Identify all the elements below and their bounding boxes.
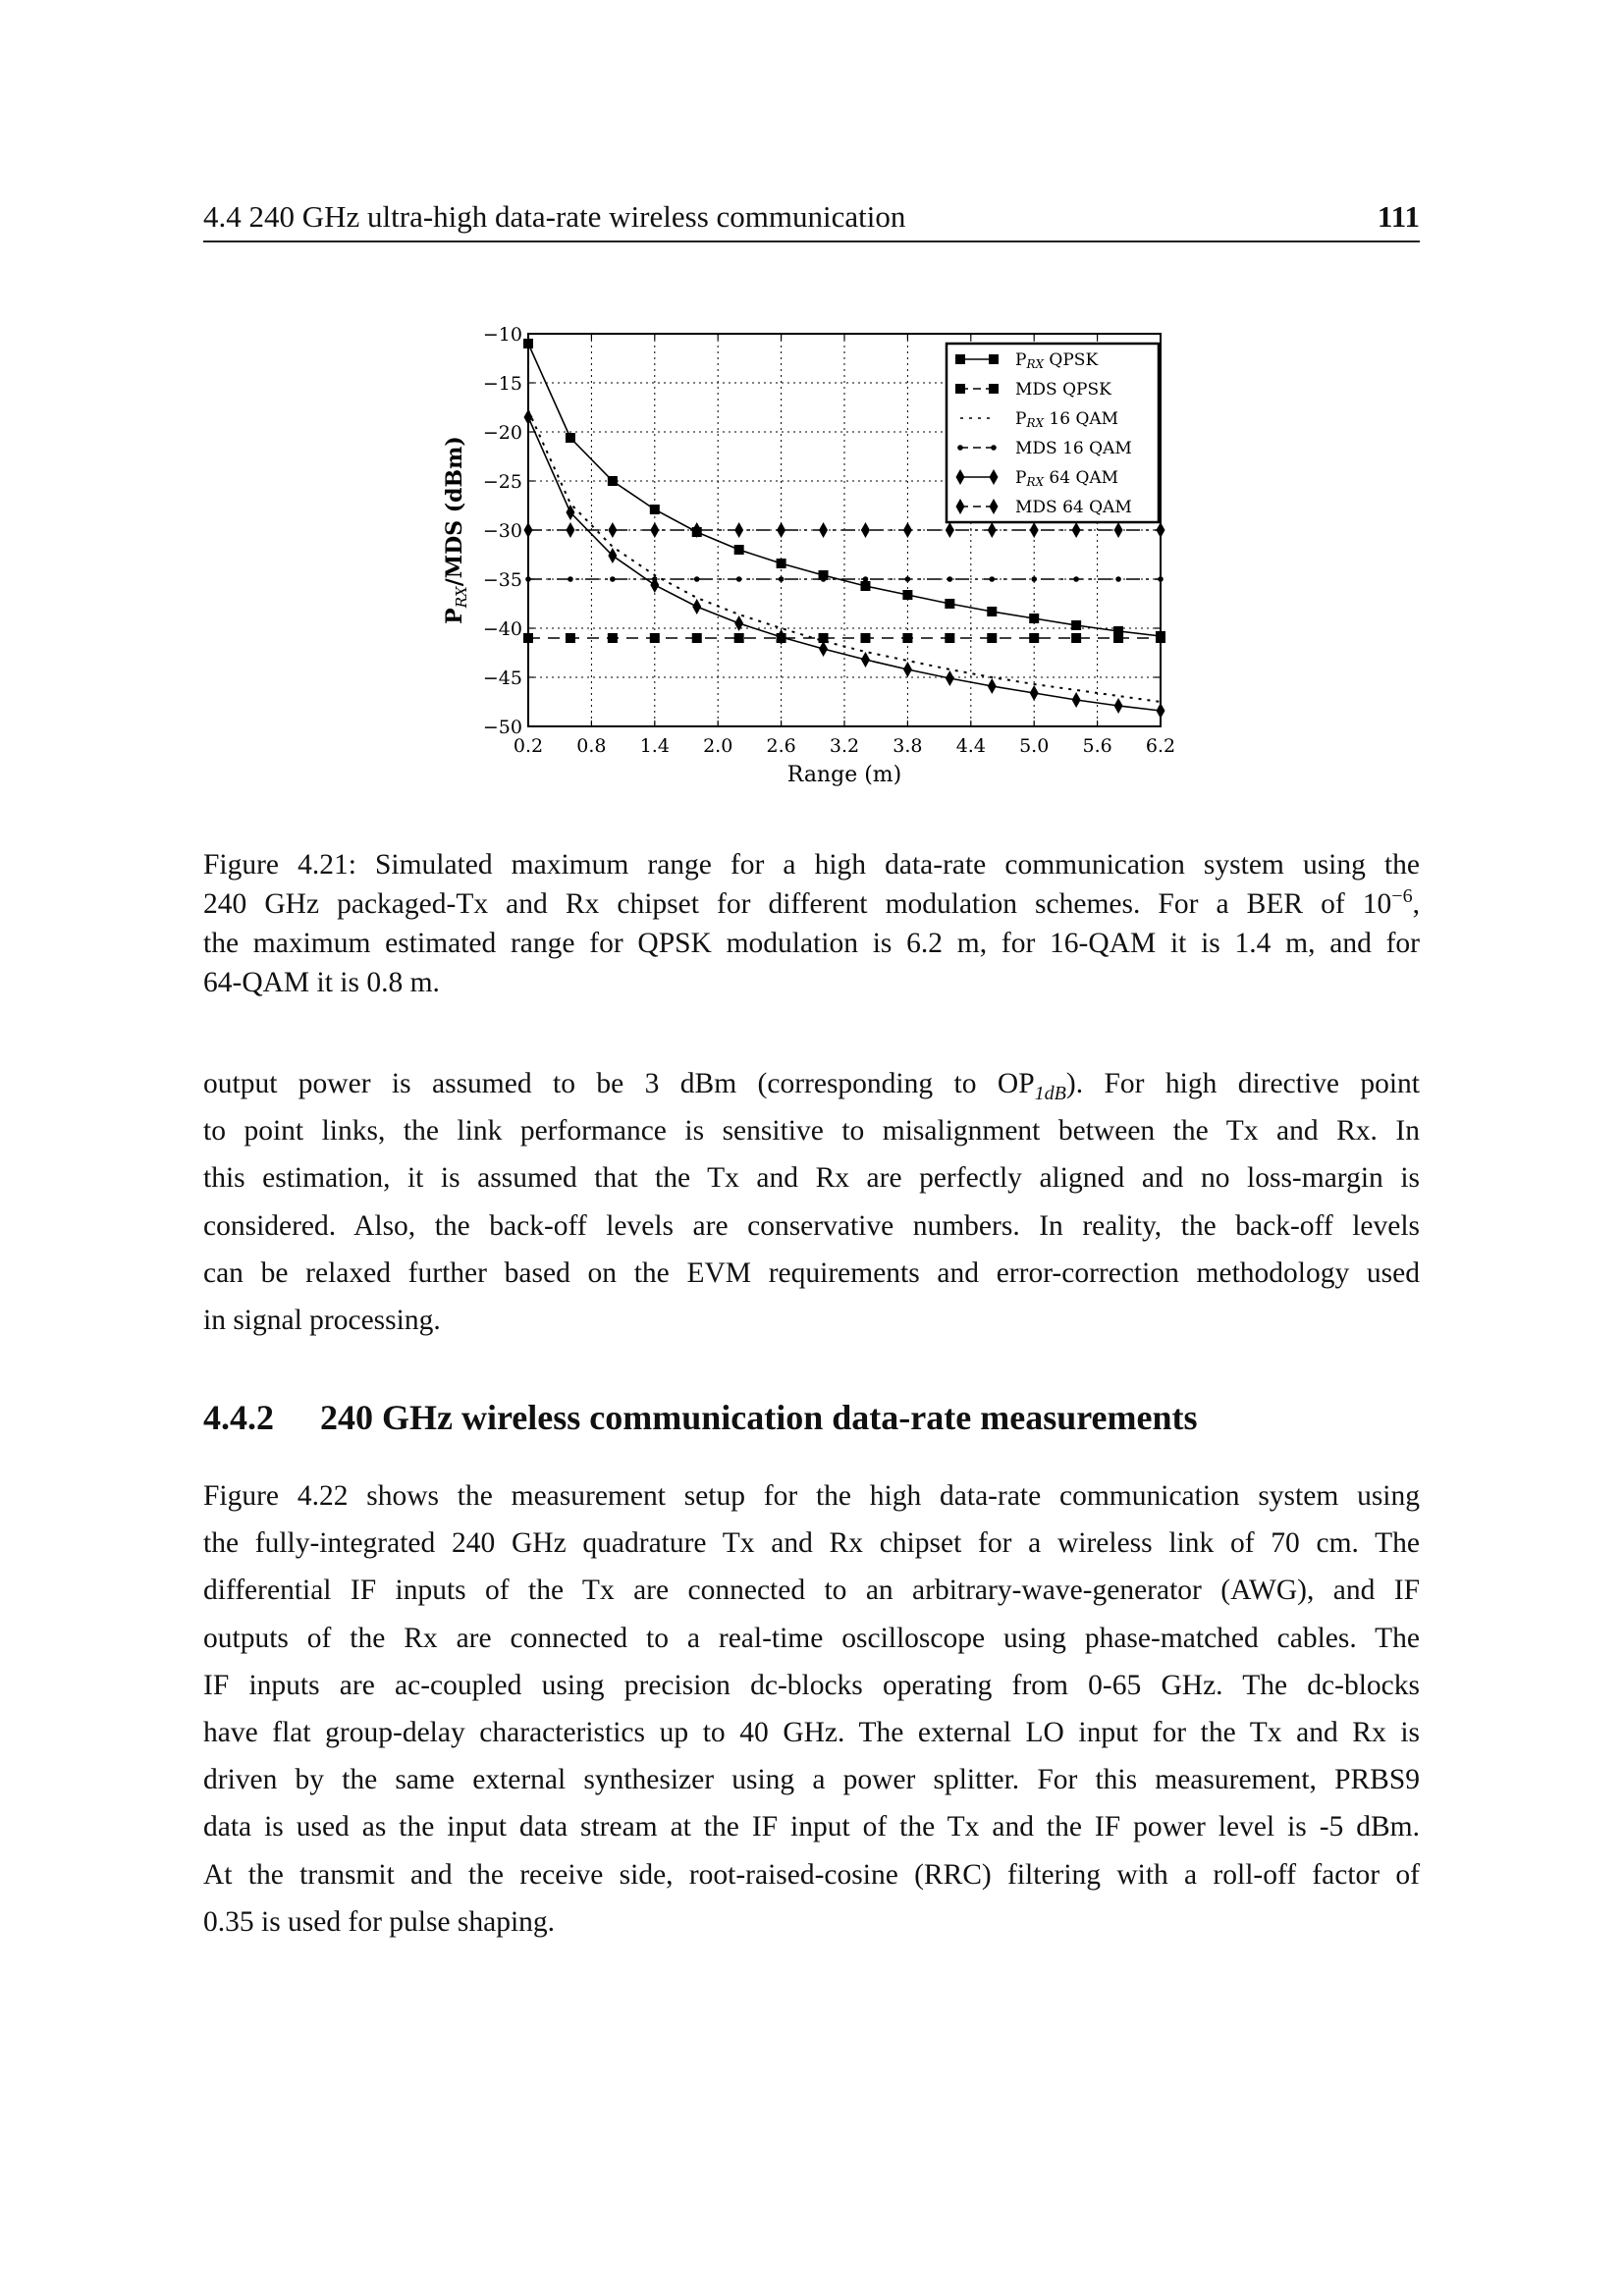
section-number: 4.4.2 [203,1398,274,1437]
caption-line: the maximum estimated range for QPSK modulation is 6.2 m, for 16-QAM it is 1.4 m, and for [203,928,1420,959]
caption-exponent: −6 [1391,885,1413,908]
legend-marker [957,445,963,451]
paragraph-text: output power is assumed to be 3 dBm (corresponding to OP [203,1068,1035,1099]
data-marker [694,576,700,582]
x-tick-label: 4.4 [955,735,986,757]
data-marker [821,576,827,582]
legend-label: PRX 16 QAM [1015,409,1119,430]
y-tick-label: −25 [482,471,522,493]
paragraph-text: ). For high directive point [1065,1068,1420,1099]
paragraph-line [203,1060,1420,1107]
data-marker [1030,522,1039,538]
paragraph-line: Figure 4.22 shows the measurement setup for the high data-rate communication system using [203,1480,1420,1512]
y-tick-label: −10 [482,324,522,346]
paragraph-line: have flat group-delay characteristics up to 40 GHz. The external LO input for the Tx and Rx is [203,1717,1420,1749]
paragraph-line: this estimation, it is assumed that the Tx and Rx are perfectly aligned and no loss-margin is [203,1162,1420,1195]
data-marker [860,633,870,643]
data-marker [608,522,617,538]
data-marker [608,476,618,486]
paragraph-line: the fully-integrated 240 GHz quadrature Tx and Rx chipset for a wireless link of 70 cm. The [203,1527,1420,1560]
caption-line: Figure 4.21: Simulated maximum range for a high data-rate communication system using the [203,849,1420,881]
data-marker [989,576,995,582]
data-marker [902,633,912,643]
data-marker [946,670,954,686]
caption-text: , [1412,888,1420,920]
y-tick-label: −20 [482,422,522,444]
data-marker [650,522,659,538]
data-marker [947,576,953,582]
data-marker [777,559,786,568]
data-marker [945,633,954,643]
legend-marker [991,445,997,451]
data-marker [860,581,870,591]
data-marker [692,599,701,614]
x-tick-label: 3.8 [893,735,923,757]
caption-text: 240 GHz packaged-Tx and Rx chipset for different modulation schemes. For a BER of 10 [203,888,1392,920]
data-marker [734,522,743,538]
legend-marker [955,384,965,394]
data-marker [650,633,660,643]
data-marker [1114,522,1123,538]
legend-label: PRX QPSK [1015,350,1099,371]
caption-line: 64-QAM it is 0.8 m. [203,967,440,998]
data-marker [861,522,870,538]
data-marker [608,548,617,563]
header-section-title: 4.4 240 GHz ultra-high data-rate wireless communication [203,199,906,234]
y-tick-label: −30 [482,520,522,542]
y-tick-label: −35 [482,569,522,591]
data-marker [903,662,912,677]
y-tick-label: −40 [482,618,522,640]
data-marker [1073,576,1079,582]
data-marker [566,522,574,538]
data-marker [1029,614,1039,623]
data-marker [1071,633,1081,643]
x-tick-label: 2.0 [703,735,733,757]
figure-4-21-chart [422,314,1208,805]
data-marker [568,576,573,582]
legend-marker [989,354,999,364]
data-marker [902,590,912,600]
paragraph-line: can be relaxed further based on the EVM requirements and error-correction methodology used [203,1256,1420,1289]
section-heading [203,1394,1420,1441]
data-marker [903,522,912,538]
paragraph-line: At the transmit and the receive side, root-raised-cosine (RRC) filtering with a roll-off factor of [203,1858,1420,1891]
paragraph-line: to point links, the link performance is sensitive to misalignment between the Tx and Rx. In [203,1115,1420,1148]
x-tick-label: 5.6 [1082,735,1112,757]
data-marker [734,633,744,643]
data-marker [946,522,954,538]
data-marker [987,633,997,643]
legend-marker [955,354,965,364]
data-marker [819,641,828,657]
y-tick-label: −50 [482,717,522,738]
data-marker [692,633,702,643]
data-marker [863,576,869,582]
data-marker [734,615,743,631]
paragraph-line: driven by the same external synthesizer using a power splitter. For this measurement, PRBS9 [203,1764,1420,1796]
data-marker [905,576,911,582]
paragraph-line: differential IF inputs of the Tx are connected to an arbitrary-wave-generator (AWG), and IF [203,1575,1420,1607]
data-marker [1115,576,1121,582]
figure-caption [203,845,1420,1002]
data-marker [1029,633,1039,643]
data-marker [777,522,785,538]
page-number: 111 [1377,199,1420,234]
data-marker [861,652,870,667]
data-marker [734,545,744,555]
x-tick-label: 1.4 [639,735,670,757]
x-tick-label: 0.2 [513,735,544,757]
legend-marker [989,384,999,394]
data-marker [1072,692,1081,708]
data-marker [610,576,616,582]
x-tick-label: 3.2 [829,735,860,757]
running-header [203,199,1420,242]
data-marker [1071,620,1081,630]
paragraph-line: outputs of the Rx are connected to a real-time oscilloscope using phase-matched cables. The [203,1622,1420,1654]
section-title: 240 GHz wireless communication data-rate measurements [320,1398,1198,1437]
paragraph-line: IF inputs are ac-coupled using precision dc-blocks operating from 0-65 GHz. The dc-blocks [203,1669,1420,1701]
data-marker [988,522,997,538]
legend-label: PRX 64 QAM [1015,468,1119,489]
paragraph-line: considered. Also, the back-off levels are conservative numbers. In reality, the back-off levels [203,1209,1420,1242]
data-marker [988,678,997,694]
data-marker [819,522,828,538]
paragraph-line: in signal processing. [203,1305,441,1337]
data-marker [945,599,954,609]
data-marker [1030,685,1039,701]
y-tick-label: −15 [482,373,522,395]
data-marker [1031,576,1037,582]
legend-box [947,344,1159,522]
data-marker [608,633,618,643]
body-paragraph-1 [203,1060,1420,1344]
legend-label: MDS 16 QAM [1015,439,1132,458]
x-tick-label: 5.0 [1019,735,1050,757]
legend-label: MDS QPSK [1015,380,1111,400]
data-marker [987,607,997,616]
data-marker [566,433,575,443]
op1db-subscript: 1dB [1034,1082,1066,1104]
x-tick-label: 6.2 [1145,735,1176,757]
data-marker [1114,698,1123,714]
x-tick-label: 0.8 [576,735,607,757]
y-tick-label: −45 [482,667,522,689]
y-axis-label: $P_{RX}$/MDS (dBm) [442,436,470,624]
data-marker [779,576,785,582]
data-marker [566,633,575,643]
data-marker [1113,633,1123,643]
x-tick-label: 2.6 [766,735,796,757]
paragraph-line: data is used as the input data stream at the IF input of the Tx and the IF power level is -5 dBm. [203,1811,1420,1843]
data-marker [1072,522,1081,538]
paragraph-line: 0.35 is used for pulse shaping. [203,1905,556,1938]
body-paragraph-2 [203,1472,1420,1946]
legend-label: MDS 64 QAM [1015,498,1132,517]
data-marker [650,505,660,514]
data-marker [736,576,742,582]
range-chart-svg [422,314,1208,805]
x-axis-label: Range (m) [786,763,902,787]
caption-line [203,884,1420,924]
